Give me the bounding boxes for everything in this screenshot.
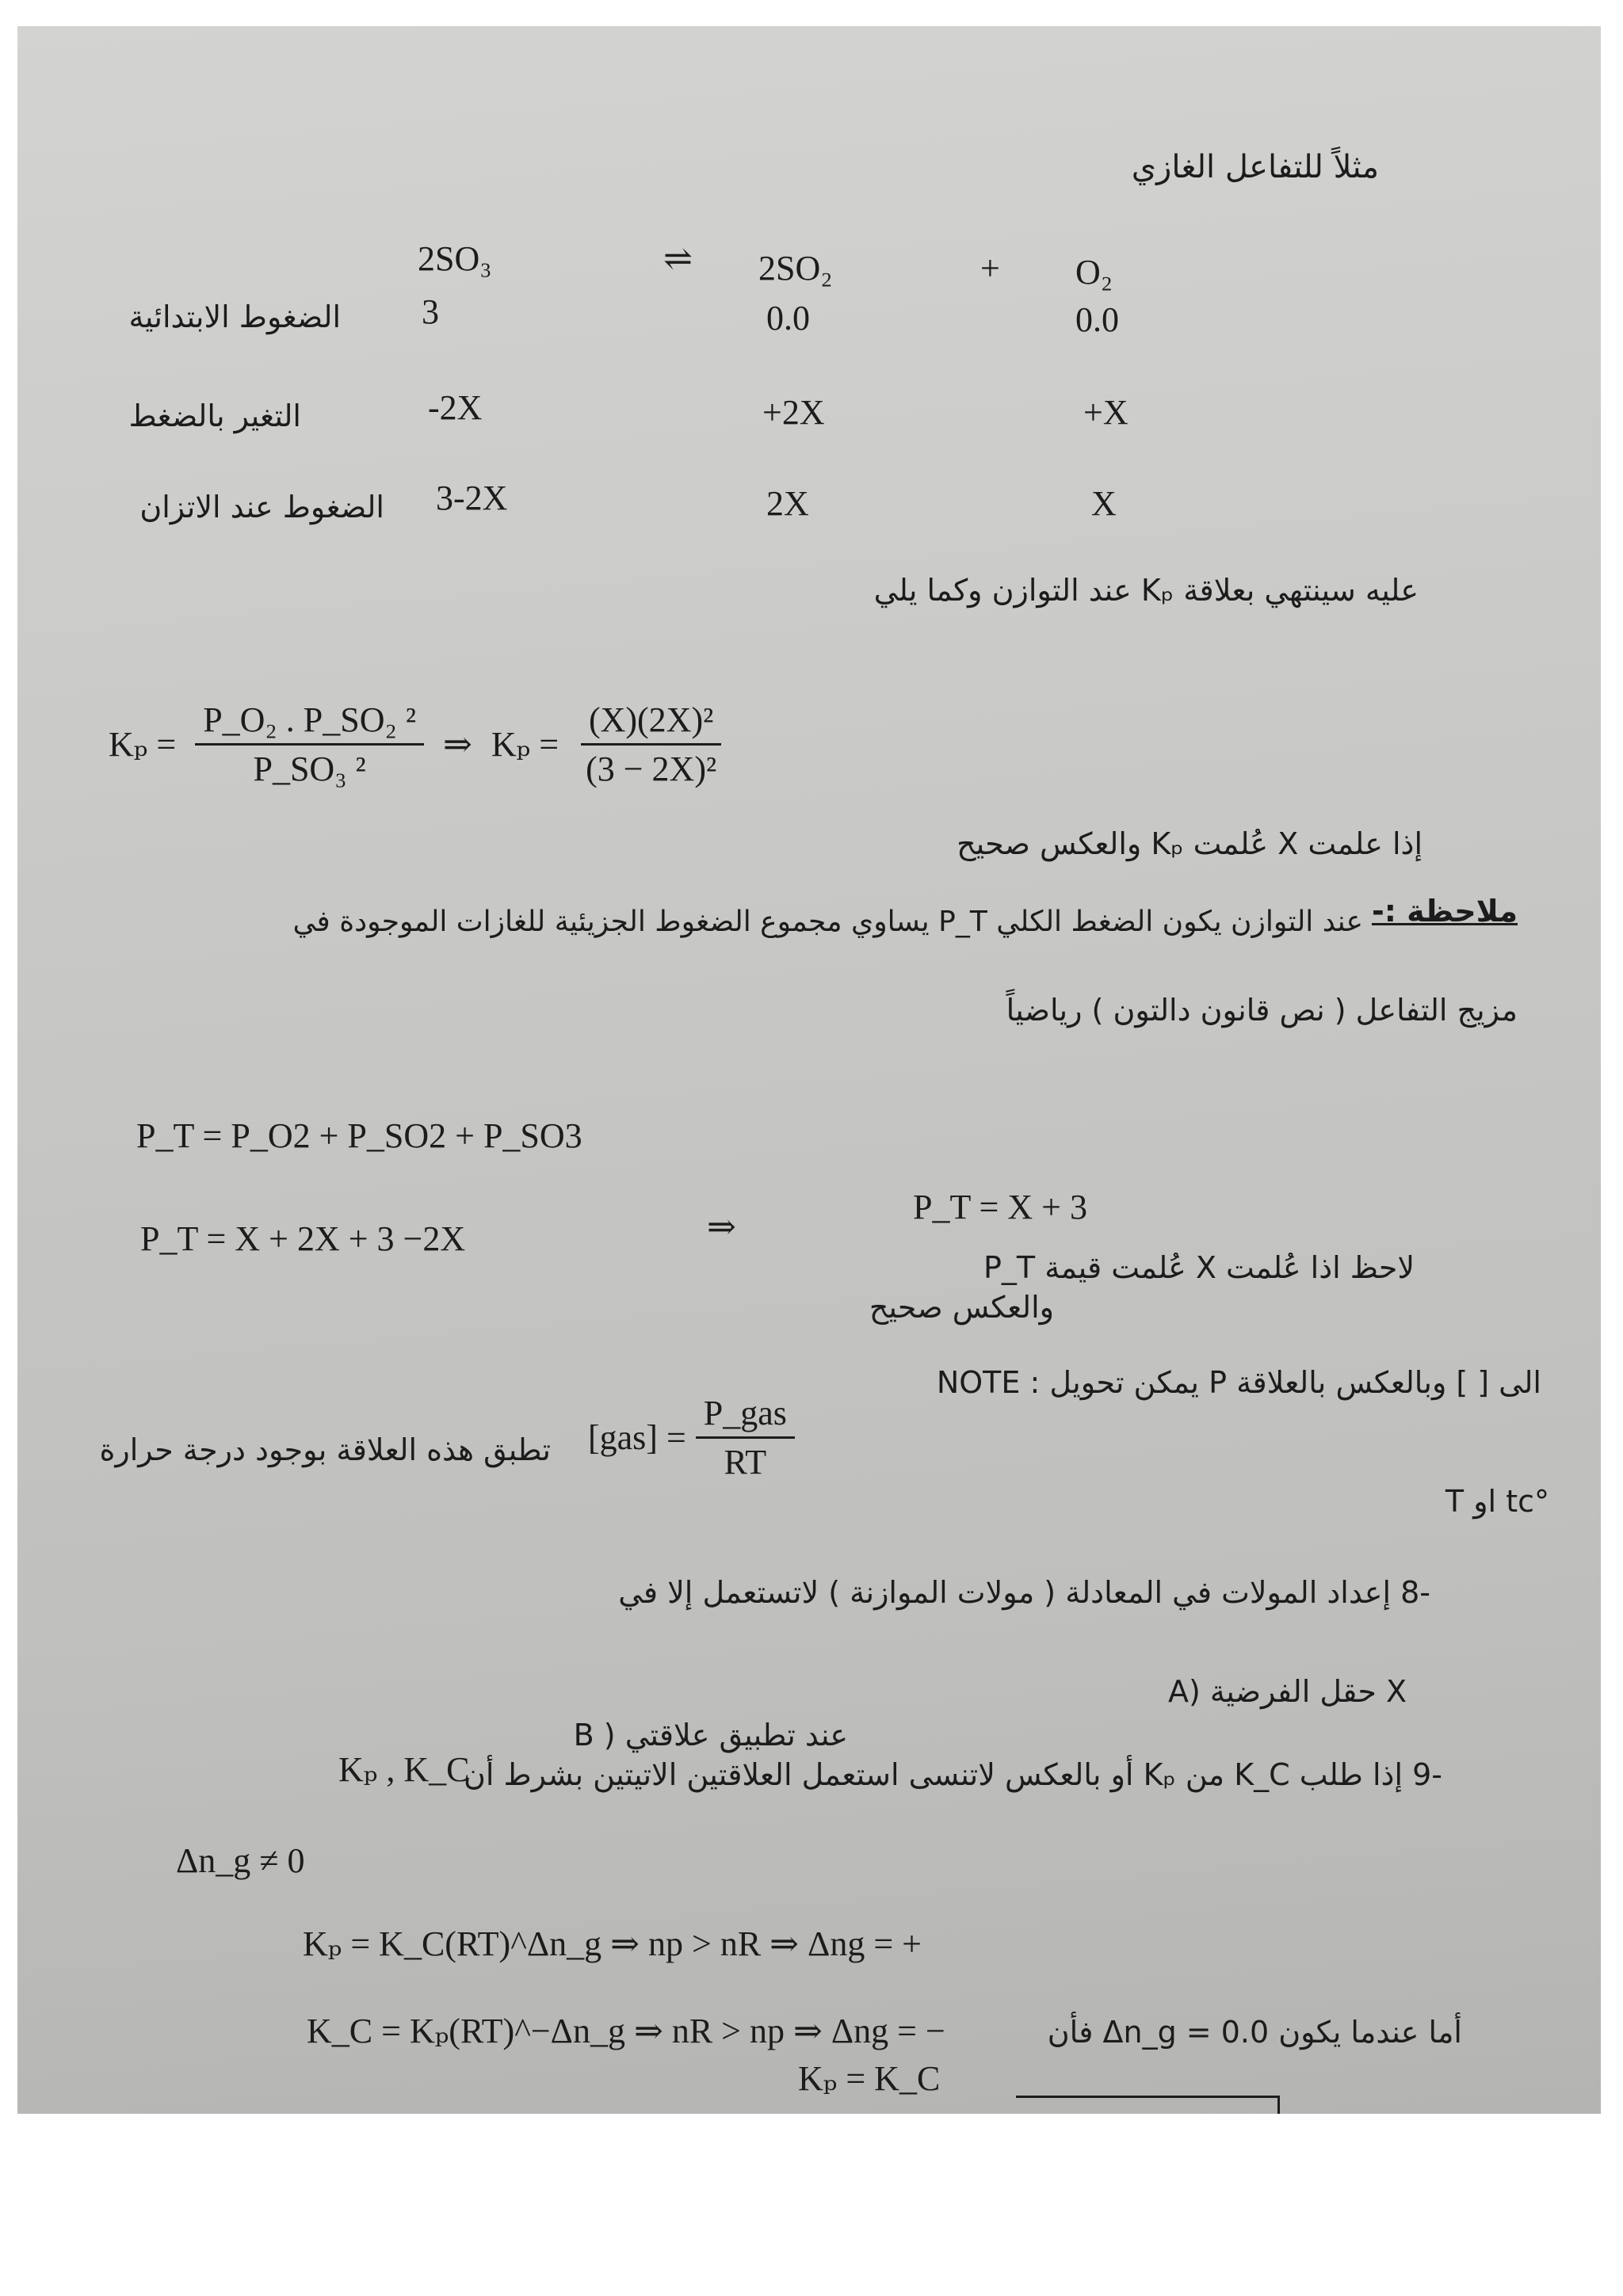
item9-condition: Δn_g ≠ 0: [176, 1841, 305, 1880]
item8-option-b-formula: Kₚ , K_C: [338, 1750, 470, 1789]
note-label: ملاحظة :-: [1371, 894, 1518, 929]
dalton-remark-2: والعكس صحيح: [869, 1290, 1054, 1325]
reaction-product-o2: O₂: [1075, 253, 1113, 292]
kp-lhs-2: Kₚ =: [491, 725, 559, 764]
reaction-arrow: ⇌: [663, 239, 693, 278]
note2-line-2: تطبق هذه العلاقة بوجود درجة حرارة: [99, 1432, 551, 1467]
ice-initial-o2: 0.0: [1075, 300, 1119, 339]
kp-note: إذا علمت X عُلمت Kₚ والعكس صحيح: [957, 826, 1423, 861]
gas-formula: [588, 1393, 795, 1482]
reaction-product-so2: 2SO₂: [758, 249, 833, 288]
ice-eq-so2: 2X: [766, 484, 809, 523]
kp-numerator-x: (X)(2X)²: [581, 700, 721, 746]
note2-line-3: T او tc°: [1445, 1484, 1549, 1519]
dalton-eq-1: P_T = P_O2 + P_SO2 + P_SO3: [136, 1116, 582, 1155]
kp-numerator-pressure: P_O₂ . P_SO₂ ²: [195, 700, 424, 746]
kp-lhs: Kₚ =: [109, 725, 177, 764]
ice-label-equilibrium: الضغوط عند الاتزان: [139, 490, 384, 524]
reaction-reactant: 2SO₃: [418, 239, 492, 278]
kp-fraction-x: [578, 700, 724, 789]
ice-change-so3: -2X: [428, 388, 483, 427]
page-heading: مثلاً للتفاعل الغازي: [1131, 149, 1379, 185]
bottom-box-edge: [1016, 2096, 1280, 2114]
kp-implies: ⇒: [443, 725, 472, 764]
ice-label-change: التغير بالضغط: [128, 399, 301, 433]
kp-denominator-x: (3 − 2X)²: [586, 749, 717, 788]
gas-formula-fraction: [696, 1393, 795, 1482]
photographed-page: [17, 26, 1601, 2114]
dalton-implies: ⇒: [707, 1207, 736, 1246]
formula-kc-from-kp: K_C = Kₚ(RT)^−Δn_g ⇒ nR > np ⇒ Δng = −: [307, 2012, 945, 2050]
gas-formula-lhs: [gas] =: [588, 1418, 686, 1457]
ice-change-o2: +X: [1083, 393, 1128, 432]
formula-kp-from-kc: Kₚ = K_C(RT)^Δn_g ⇒ np > nR ⇒ Δng = +: [303, 1924, 922, 1963]
dalton-eq-3: P_T = X + 3: [913, 1188, 1087, 1226]
formula-kp-equals-kc: Kₚ = K_C: [798, 2059, 941, 2098]
dalton-remark-1: لاحظ اذا عُلمت X عُلمت قيمة P_T: [983, 1250, 1415, 1285]
ice-initial-so2: 0.0: [766, 299, 810, 338]
item8-option-a: A) حقل الفرضية X: [1167, 1674, 1407, 1709]
gas-formula-den: RT: [724, 1443, 767, 1482]
kp-equation: [109, 700, 724, 789]
item9-text: -9 إذا طلب K_C من Kₚ أو بالعكس لاتنسى استعمل العلاقتين الاتيتين بشرط أن: [463, 1757, 1442, 1792]
ice-eq-o2: X: [1091, 484, 1117, 523]
kp-denominator-pressure: P_SO₃ ²: [253, 749, 366, 788]
kp-fraction-pressure: [195, 700, 424, 789]
note2-line-1: NOTE : يمكن تحويل P الى [ ] وبالعكس بالعلاقة: [936, 1365, 1541, 1400]
reaction-plus: +: [980, 249, 1000, 288]
ice-change-so2: +2X: [762, 393, 825, 432]
note-line-1-a: عند التوازن يكون الضغط الكلي P_T يساوي مجموع الضغوط الجزيئية للغازات الموجودة في: [292, 906, 1363, 938]
dalton-eq-2: P_T = X + 2X + 3 −2X: [140, 1219, 466, 1258]
ice-initial-so3: 3: [422, 292, 439, 331]
gas-formula-num: P_gas: [696, 1393, 795, 1439]
item8-option-b: B ) عند تطبيق علاقتي: [573, 1718, 848, 1753]
formula-zero-text: أما عندما يكون Δn_g = 0.0 فأن: [1047, 2015, 1462, 2050]
note-line-2: مزيج التفاعل ( نص قانون دالتون ) رياضياً: [1006, 993, 1518, 1028]
kp-intro: عليه سينتهي بعلاقة Kₚ عند التوازن وكما يلي: [873, 573, 1419, 608]
item8-text: -8 إعداد المولات في المعادلة ( مولات الموازنة ) لاتستعمل إلا في: [618, 1575, 1430, 1610]
ice-label-initial: الضغوط الابتدائية: [128, 299, 341, 334]
ice-eq-so3: 3-2X: [436, 479, 508, 517]
